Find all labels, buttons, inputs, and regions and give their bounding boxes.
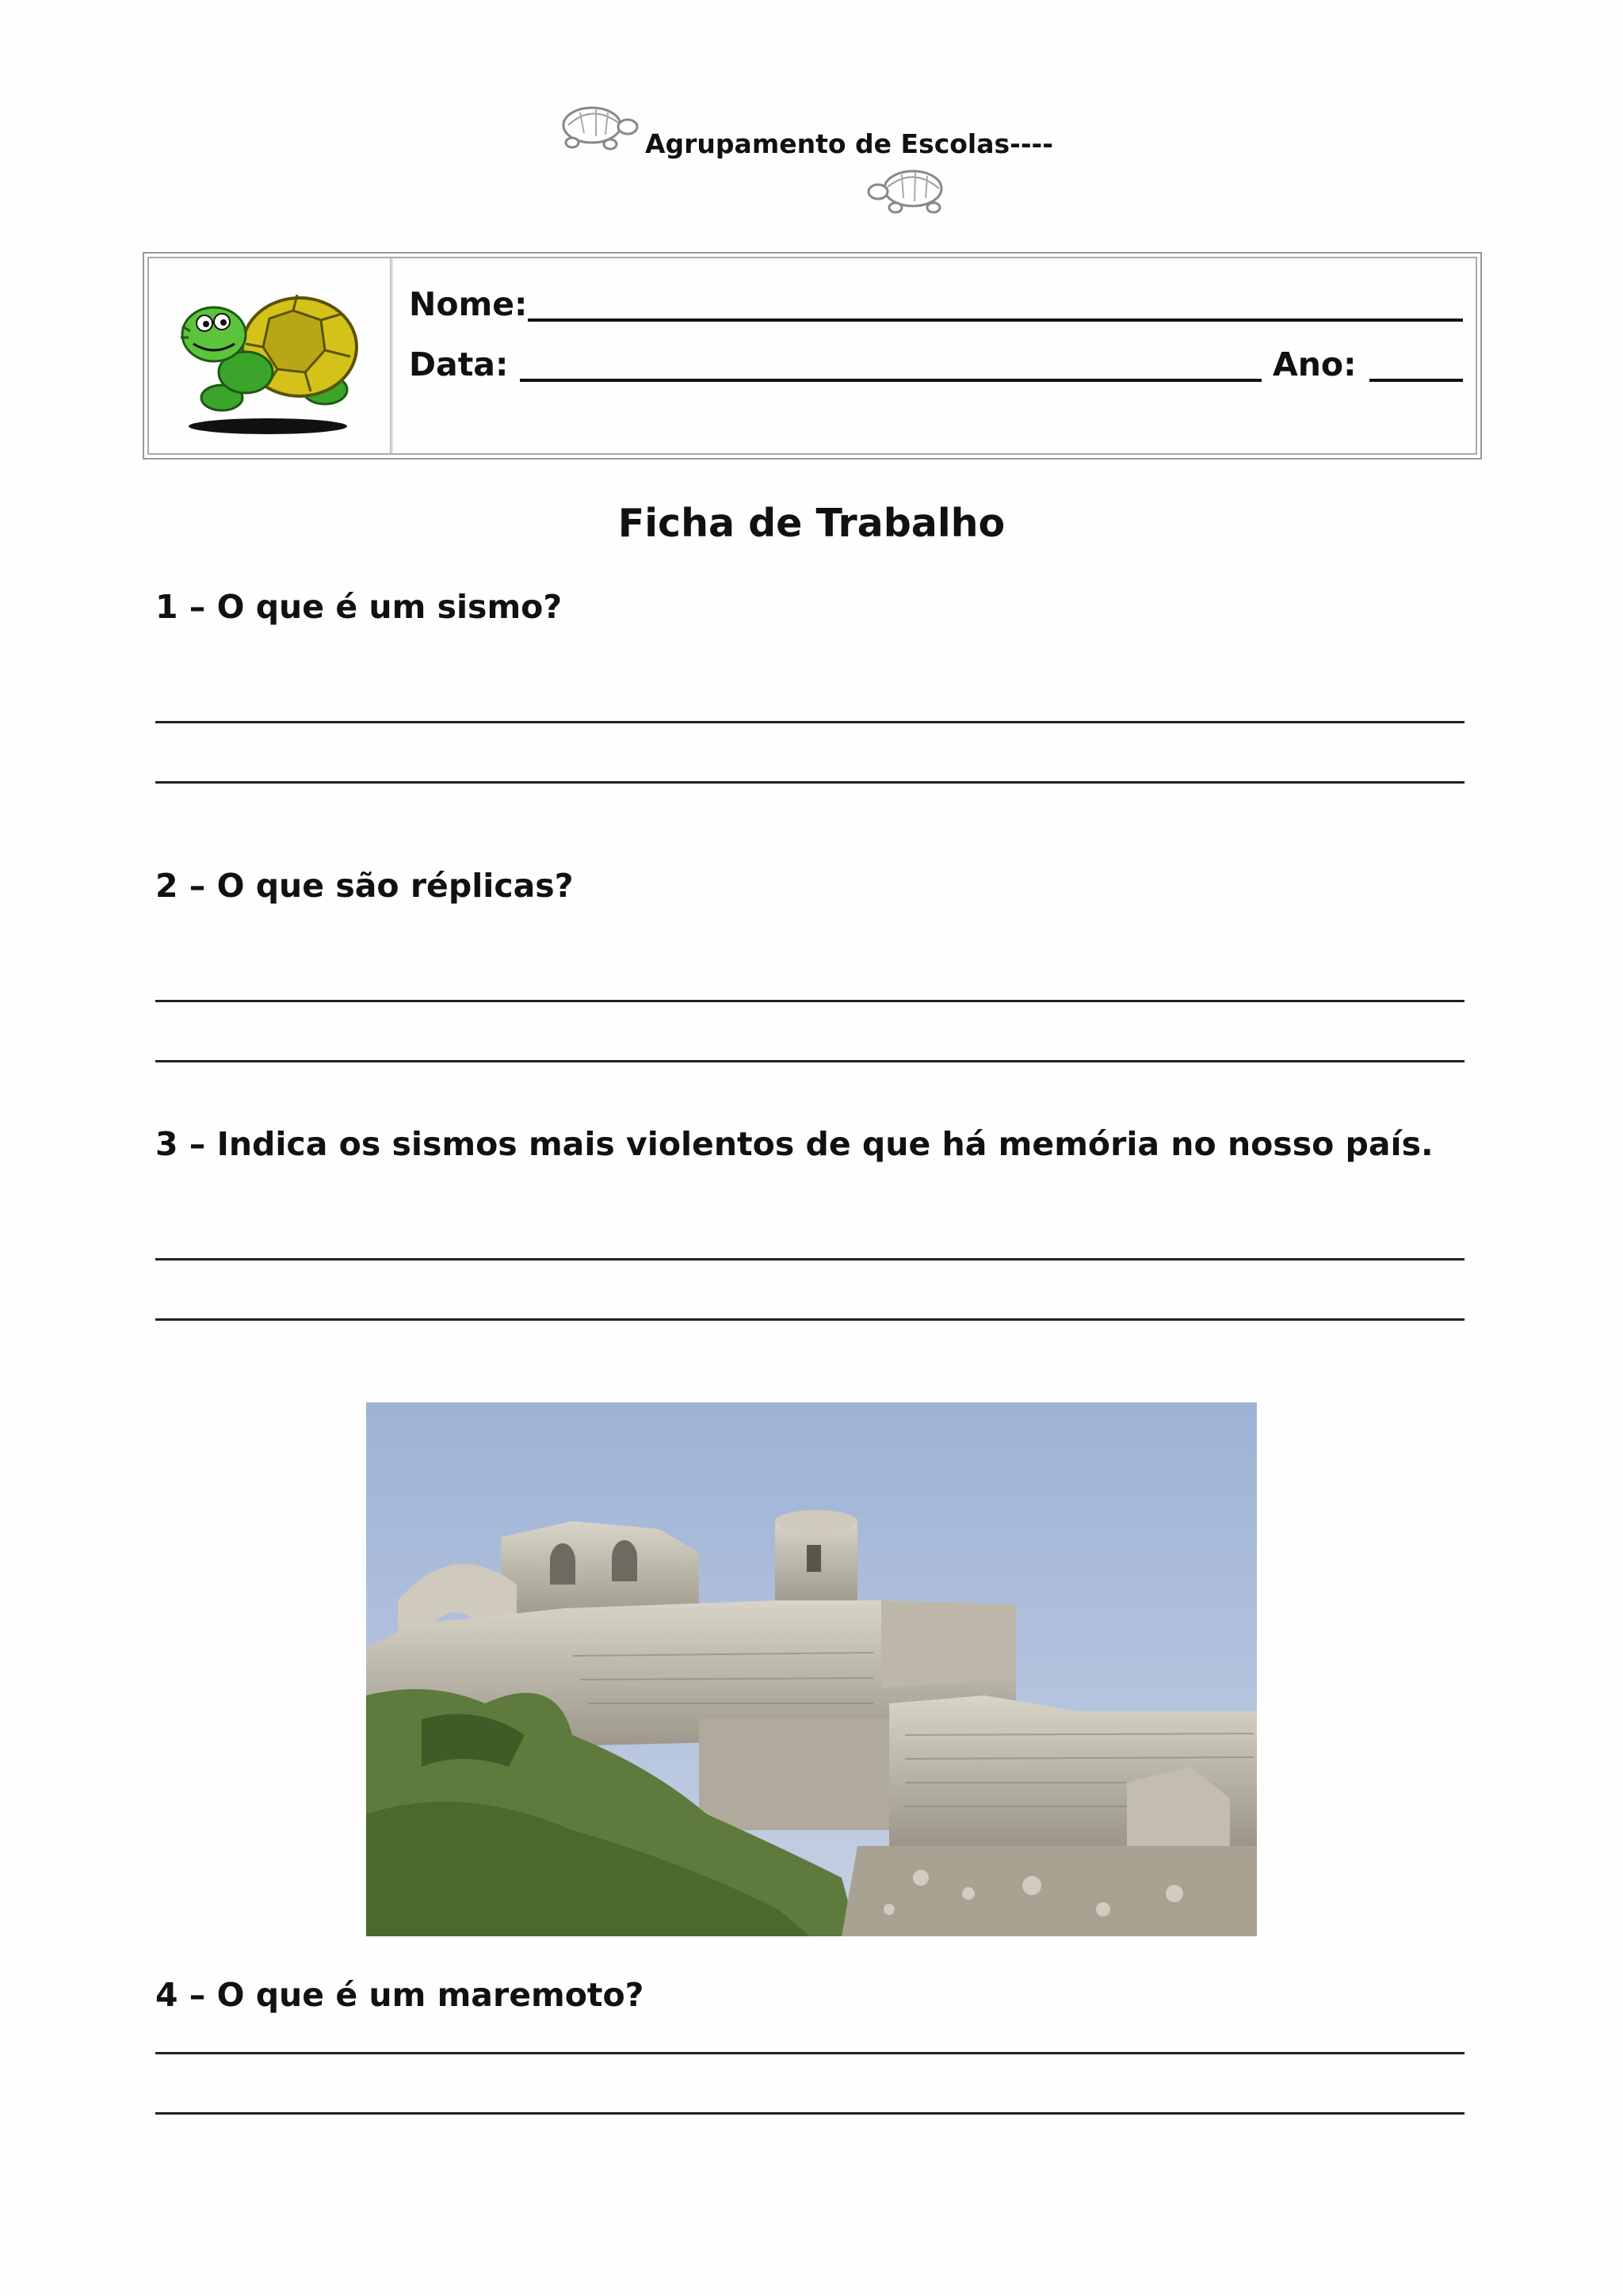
year-field[interactable] — [1369, 379, 1463, 382]
answer-line[interactable] — [155, 1258, 1465, 1261]
date-label: Data: — [409, 345, 509, 383]
date-field[interactable] — [520, 379, 1262, 382]
question-3: 3 – Indica os sismos mais violentos de que há memória no nosso país. — [155, 1125, 1434, 1163]
answer-line[interactable] — [155, 2112, 1465, 2115]
ruins-photo — [366, 1402, 1257, 1936]
student-info-table — [143, 252, 1482, 460]
question-4: 4 – O que é um maremoto? — [155, 1976, 644, 2014]
answer-line[interactable] — [155, 1318, 1465, 1321]
turtle-mascot-icon — [166, 271, 372, 445]
answer-line[interactable] — [155, 2052, 1465, 2054]
worksheet-title: Ficha de Trabalho — [617, 501, 1006, 546]
answer-line[interactable] — [155, 781, 1465, 784]
answer-line[interactable] — [155, 1060, 1465, 1062]
question-2: 2 – O que são réplicas? — [155, 867, 574, 905]
answer-line[interactable] — [155, 721, 1465, 723]
logo-cell — [149, 258, 392, 453]
name-label: Nome: — [409, 285, 528, 323]
small-turtle-icon — [548, 95, 643, 158]
year-label: Ano: — [1273, 345, 1357, 383]
small-turtle-icon — [864, 158, 959, 222]
name-field[interactable] — [528, 318, 1463, 322]
school-name: Agrupamento de Escolas---- — [645, 128, 1053, 159]
answer-line[interactable] — [155, 1000, 1465, 1002]
question-1: 1 – O que é um sismo? — [155, 588, 563, 626]
